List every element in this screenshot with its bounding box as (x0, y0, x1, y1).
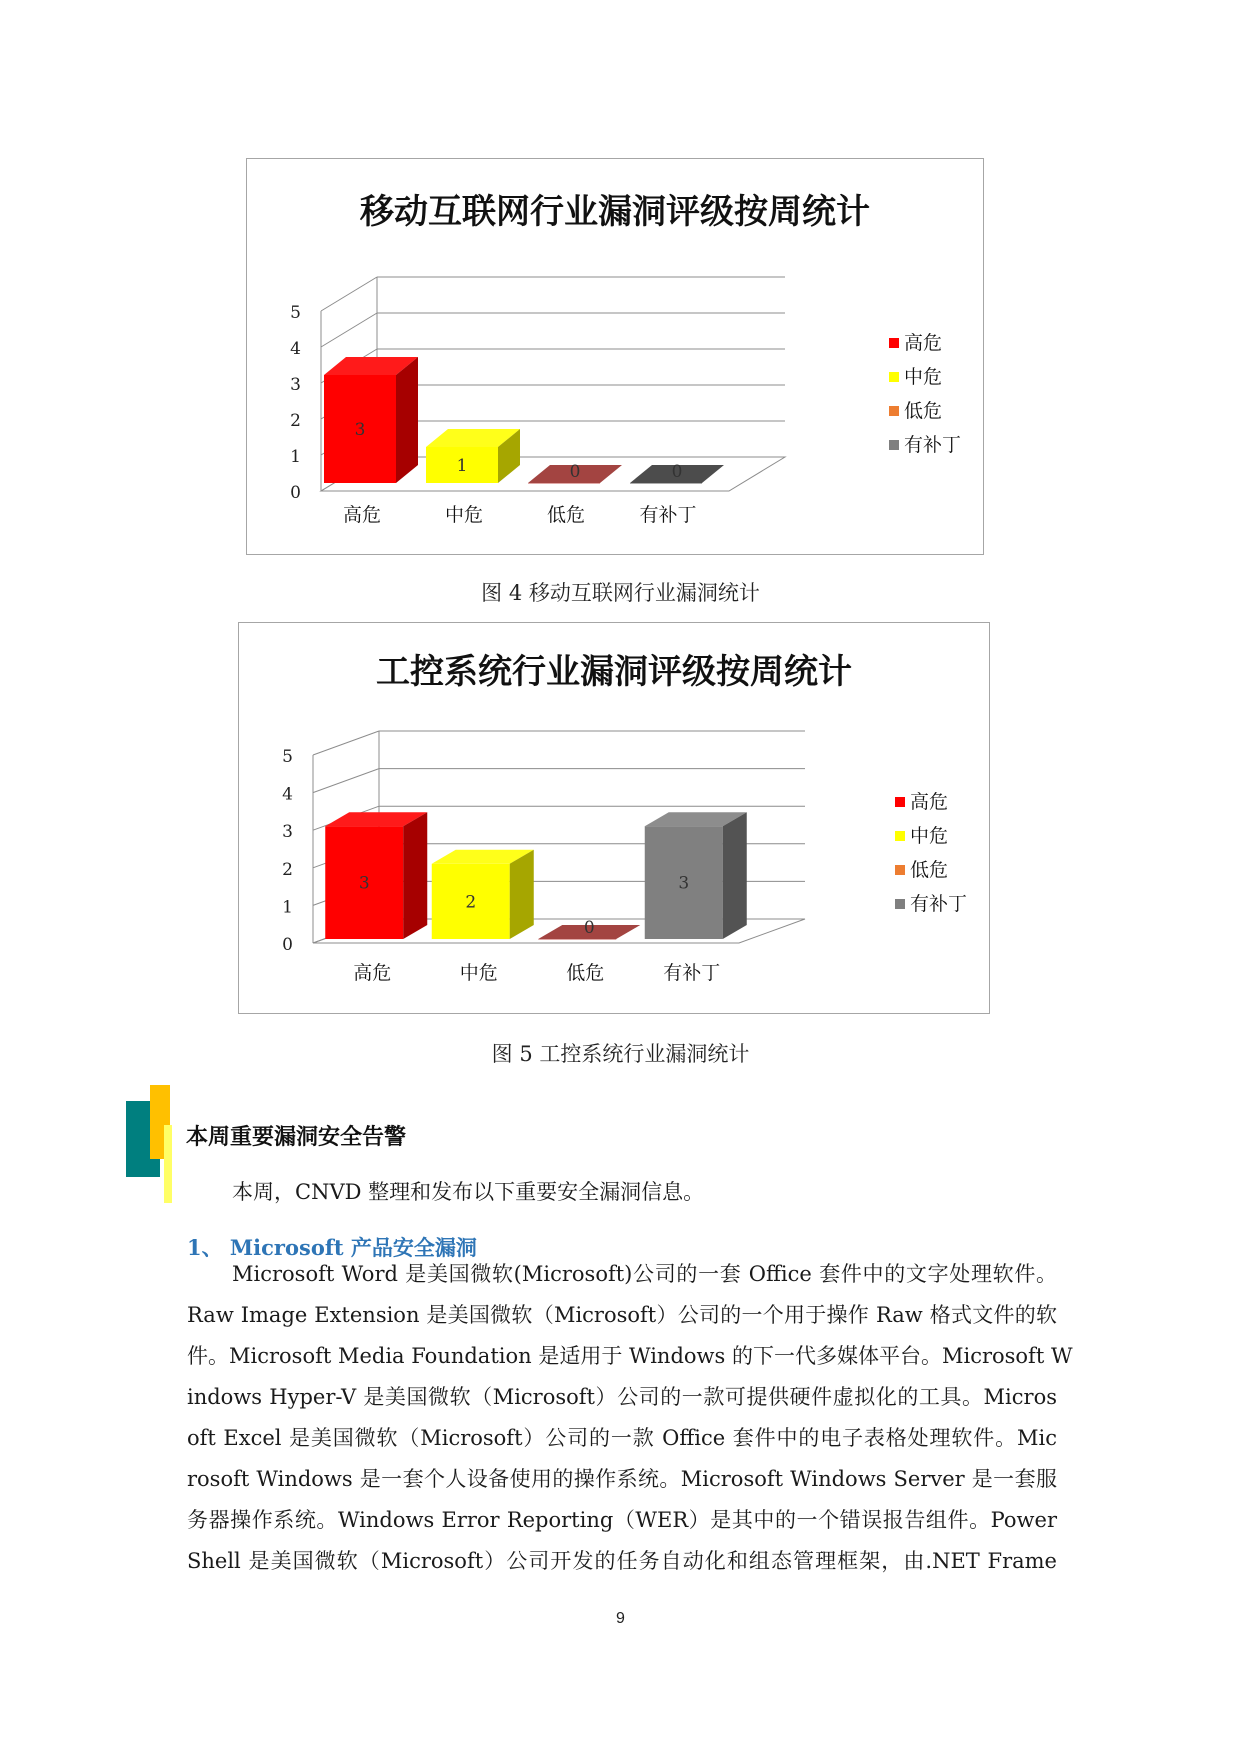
chart-mobile-internet (246, 158, 984, 555)
y-tick-label: 1 (282, 897, 293, 918)
y-tick-label: 2 (290, 411, 301, 431)
data-label: 0 (583, 918, 595, 938)
x-tick-label: 中危 (459, 962, 498, 984)
chart-canvas (247, 159, 983, 554)
y-tick-label: 3 (290, 375, 301, 395)
body-line: Shell 是美国微软（Microsoft）公司开发的任务自动化和组态管理框架，由.NET Frame (187, 1549, 1057, 1573)
y-tick-label: 3 (282, 822, 293, 843)
y-tick-label: 4 (290, 339, 301, 359)
x-tick-label: 有补丁 (663, 962, 721, 984)
intro-paragraph: 本周，CNVD 整理和发布以下重要安全漏洞信息。 (232, 1180, 705, 1204)
y-tick-label: 1 (290, 447, 301, 467)
legend-entry: 高危 (904, 332, 943, 354)
bar-front (528, 483, 600, 484)
y-tick-label: 4 (282, 784, 293, 805)
body-line: oft Excel 是美国微软（Microsoft）公司的一款 Office 套件中的电子表格处理软件。Mic (187, 1426, 1057, 1450)
section-marker-icon (126, 1085, 176, 1203)
legend-entry: 有补丁 (910, 893, 968, 915)
legend-swatch (895, 797, 905, 807)
data-label: 3 (678, 873, 690, 894)
data-label: 0 (569, 462, 581, 482)
bar-side (396, 357, 418, 483)
legend-entry: 低危 (910, 859, 949, 881)
body-line: indows Hyper-V 是美国微软（Microsoft）公司的一款可提供硬件虚拟化的工具。Micros (187, 1385, 1057, 1409)
data-label: 1 (456, 456, 468, 476)
legend-swatch (889, 406, 899, 416)
x-tick-label: 中危 (444, 504, 484, 526)
data-label: 3 (358, 873, 370, 894)
data-label: 0 (671, 462, 683, 482)
x-tick-label: 有补丁 (639, 504, 697, 526)
legend-swatch (895, 899, 905, 909)
x-tick-label: 高危 (342, 504, 382, 526)
legend-swatch (895, 865, 905, 875)
chart-canvas (239, 623, 989, 1013)
chart-industrial-control (238, 622, 990, 1014)
y-tick-label: 5 (282, 747, 293, 767)
bar-front (630, 483, 702, 484)
data-label: 2 (465, 892, 477, 913)
gridline-side (321, 313, 377, 347)
figure-caption: 图 4 移动互联网行业漏洞统计 (481, 581, 760, 605)
legend-swatch (889, 440, 899, 450)
figure-caption: 图 5 工控系统行业漏洞统计 (491, 1042, 750, 1066)
x-tick-label: 高危 (353, 962, 392, 984)
y-tick-label: 0 (290, 483, 301, 503)
body-line: Raw Image Extension 是美国微软（Microsoft）公司的一个用于操作 Raw 格式文件的软 (187, 1303, 1057, 1327)
gridline-side (313, 769, 379, 793)
y-tick-label: 0 (282, 935, 293, 955)
y-tick-label: 2 (282, 859, 293, 880)
data-label: 3 (354, 420, 366, 440)
legend-entry: 中危 (904, 366, 943, 388)
body-line: 件。Microsoft Media Foundation 是适用于 Windows 的下一代多媒体平台。Microsoft W (187, 1344, 1073, 1368)
bar-side (403, 812, 427, 939)
body-paragraph (187, 1254, 1073, 1582)
section-title: 本周重要漏洞安全告警 (186, 1125, 407, 1150)
legend-entry: 低危 (904, 400, 943, 422)
bar-front (538, 939, 616, 940)
x-tick-label: 低危 (566, 962, 605, 984)
bar-side (723, 812, 747, 939)
legend-entry: 有补丁 (904, 434, 962, 456)
subheading-microsoft: 1、 Microsoft 产品安全漏洞 (187, 1235, 477, 1260)
gridline-side (313, 731, 379, 755)
body-line: Microsoft Word 是美国微软(Microsoft)公司的一套 Office 套件中的文字处理软件。 (232, 1262, 1057, 1286)
x-tick-label: 低危 (546, 504, 586, 526)
legend-entry: 中危 (910, 825, 949, 847)
legend-swatch (889, 372, 899, 382)
body-line: 务器操作系统。Windows Error Reporting（WER）是其中的一个错误报告组件。Power (187, 1508, 1057, 1532)
chart-title: 工控系统行业漏洞评级按周统计 (376, 652, 852, 692)
body-line: rosoft Windows 是一套个人设备使用的操作系统。Microsoft Windows Server 是一套服 (187, 1467, 1057, 1491)
bar-side (510, 850, 534, 939)
legend-swatch (895, 831, 905, 841)
y-tick-label: 5 (290, 303, 301, 323)
page-number: 9 (616, 1610, 625, 1627)
legend-swatch (889, 338, 899, 348)
chart-title: 移动互联网行业漏洞评级按周统计 (360, 192, 870, 232)
legend-entry: 高危 (910, 791, 949, 813)
gridline-side (321, 277, 377, 311)
